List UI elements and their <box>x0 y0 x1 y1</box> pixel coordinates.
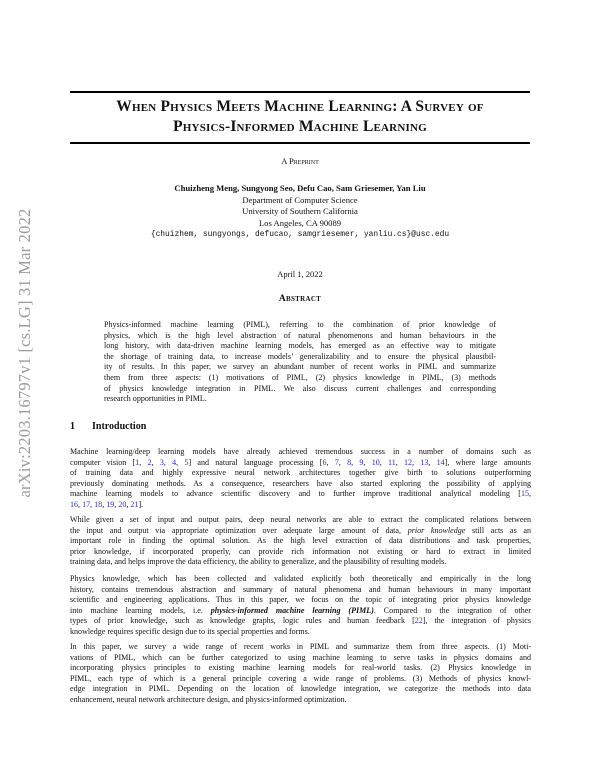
abstract-line: physics, which is the high level abstraction of natural phenomenons and human behaviours in the <box>104 330 496 340</box>
citation-link[interactable]: 14 <box>436 457 445 467</box>
abstract-line: the shortage of training data, to increase models’ generalizability and to ensure the physical plausibil- <box>104 351 496 361</box>
citation-link[interactable]: 10 <box>371 457 380 467</box>
text-line: While given a set of input and output pairs, deep neural networks are able to extract the complicated relations between <box>70 515 531 524</box>
citation-link[interactable]: 2 <box>147 457 152 467</box>
text-line <box>70 606 531 617</box>
citation-link[interactable]: 17 <box>82 499 91 509</box>
text-line: previously dominating methods. As a consequence, researchers have also started exploring the possibility of applying <box>70 478 531 488</box>
citation-link[interactable]: 9 <box>359 457 364 467</box>
abstract-line: them from three aspects: (1) motivations of PIML, (2) physics knowledge in PIML, (3) methods <box>104 372 496 382</box>
citation-link[interactable]: 12 <box>404 457 413 467</box>
text-span: the input and output via appropriate optimization over adequate large amount of data, <box>70 525 402 535</box>
text-line: important role in finding the optimal solution. As the high level extraction of data distributions and task properties, <box>70 536 531 546</box>
title-line: When Physics Meets Machine Learning: A Survey of <box>116 98 484 115</box>
affiliation-line: Los Angeles, CA 90089 <box>258 217 342 228</box>
text-line: Physics knowledge, which has been collected and validated explicitly both theoretically and empirically in the long <box>70 574 531 583</box>
text-line: PIML, each type of which is a general principle covering a wide range of problems. (3) Methods of physics knowl- <box>70 673 531 683</box>
title-line: Physics-Informed Machine Learning <box>173 118 427 135</box>
affiliation-line: University of Southern California <box>242 206 358 216</box>
intro-paragraph-2 <box>70 515 531 568</box>
citation-link[interactable]: 16 <box>70 499 79 509</box>
paper-date: April 1, 2022 <box>277 269 323 279</box>
text-line: computer vision [1, 2, 3, 4, 5] and natural language processing [6, 7, 8, 9, 10, 11, 12, 13, 14], where large amounts <box>70 457 531 467</box>
text-line: of training data and highly expressive neural network architectures together give birth to solutions outperforming <box>70 468 531 478</box>
text-span: ], the integration of physics <box>422 616 531 626</box>
citation-link[interactable]: 19 <box>106 499 115 509</box>
text-span: machine learning models to advance scientific discovery and to further improve traditional analytical modeling [ <box>70 489 521 499</box>
text-line <box>70 526 531 537</box>
text-line: vations of PIML, which can be further categorized to using machine learning to serve tasks in physics domains and <box>70 652 531 662</box>
text-span: still acts as an <box>472 525 531 535</box>
text-line: In this paper, we survey a wide range of recent works in PIML and summarize them from three aspects. (1) Moti- <box>70 642 531 651</box>
text-line: 16, 17, 18, 19, 20, 21]. <box>70 499 144 509</box>
abstract-line: ity of results. In this paper, we survey an abundant number of recent works in PIML and summarize <box>104 362 496 372</box>
emphasis-text: physics-informed machine learning (PIML) <box>210 605 374 615</box>
abstract-heading: Abstract <box>278 294 322 304</box>
text-span: computer vision [ <box>70 457 136 467</box>
citation-link[interactable]: 8 <box>347 457 352 467</box>
text-line: training data, and helps improve the data efficiency, the ability to generalize, and the plausibility of resulting models. <box>70 557 447 567</box>
citation-link[interactable]: 4 <box>172 457 177 467</box>
text-span: types of prior knowledge, such as knowledge graphs, logic rules and human feedback [ <box>70 616 415 626</box>
author-emails: {chuizhem, sungyongs, defucao, samgriesemer, yanliu.cs}@usc.edu <box>150 230 450 239</box>
intro-paragraph-4 <box>70 642 531 706</box>
text-line: knowledge requires specific design due to its special properties and forms. <box>70 626 310 636</box>
author-names: Chuizheng Meng, Sungyong Seo, Defu Cao, Sam Griesemer, Yan Liu <box>174 183 426 193</box>
paper-title <box>70 97 530 137</box>
citation-link[interactable]: 7 <box>334 457 339 467</box>
citation-link[interactable]: 22 <box>414 616 423 626</box>
text-span: ], where large amounts <box>444 457 531 467</box>
text-line: history, contains tremendous abstraction and summary of natural phenomena and human behaviours in many important <box>70 584 531 594</box>
intro-paragraph-3 <box>70 574 531 638</box>
text-line: machine learning models to advance scientific discovery and to further improve traditional analytical modeling [15, <box>70 489 531 499</box>
author-block <box>0 183 600 241</box>
arxiv-identifier: arXiv:2203.16797v1 [cs.LG] 31 Mar 2022 <box>15 208 34 498</box>
text-line: enhancement, neural network architecture design, and physics-informed optimization. <box>70 694 347 704</box>
text-span: into machine learning models, i.e. <box>70 605 203 615</box>
citation-link[interactable]: 5 <box>184 457 189 467</box>
abstract-text <box>104 320 496 405</box>
emphasis-text: prior knowledge <box>407 525 466 535</box>
text-line: incorporating physics principles to existing machine learning models for real-world tasks. (2) Physics knowledge in <box>70 663 531 673</box>
citation-link[interactable]: 3 <box>159 457 164 467</box>
intro-paragraph-1 <box>70 447 531 511</box>
citation-link[interactable]: 20 <box>118 499 127 509</box>
title-rule-bottom <box>70 142 530 144</box>
citation-link[interactable]: 15 <box>520 489 529 499</box>
text-span: . Compared to the integration of other <box>373 605 531 615</box>
text-line: prior knowledge, if incorporated properly, can provide rich information not existing or hard to extract in limited <box>70 546 531 556</box>
abstract-line: long history, with data-driven machine learning models, has emerged as an effective way to mitigate <box>104 341 496 351</box>
section-title: Introduction <box>92 421 147 432</box>
abstract-line: research opportunities in PIML. <box>104 394 207 404</box>
abstract-line: Physics-informed machine learning (PIML), referring to the combination of prior knowledge of <box>104 320 496 329</box>
citation-link[interactable]: 18 <box>94 499 103 509</box>
preprint-label: A Preprint <box>281 156 319 166</box>
text-line: Machine learning/deep learning models have already achieved tremendous success in a number of domains such as <box>70 447 531 456</box>
citation-link[interactable]: 11 <box>388 457 396 467</box>
section-number: 1 <box>70 421 75 432</box>
citation-link[interactable]: 1 <box>135 457 140 467</box>
text-span: ] and natural language processing [ <box>188 457 323 467</box>
abstract-line: of physics knowledge integration in PIML. We also discuss current challenges and corresponding <box>104 383 496 393</box>
section-heading-introduction <box>70 421 146 432</box>
citation-link[interactable]: 13 <box>420 457 429 467</box>
citation-link[interactable]: 21 <box>130 499 139 509</box>
text-line <box>70 616 531 627</box>
text-span: ]. <box>138 499 144 509</box>
text-line: edge integration in PIML. Depending on the location of knowledge integration, we categorize the methods into data <box>70 684 531 694</box>
title-rule-top <box>70 91 530 93</box>
text-line: scientific and engineering applications. Thus in this paper, we focus on the topic of integrating prior physics knowledge <box>70 595 531 605</box>
affiliation-line: Department of Computer Science <box>242 194 358 205</box>
citation-link[interactable]: 6 <box>322 457 327 467</box>
